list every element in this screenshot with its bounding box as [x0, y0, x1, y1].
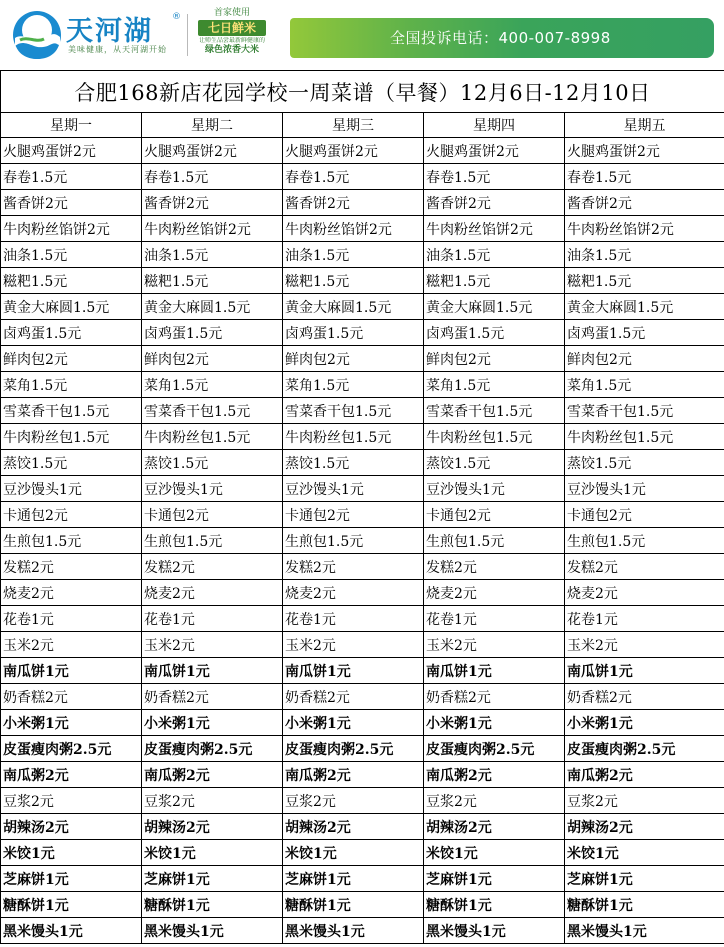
menu-item-cell: 糍粑1.5元 [283, 268, 424, 294]
table-row [1, 918, 724, 944]
table-row [1, 320, 724, 346]
rice-badge-sub: 让师生品尝最新鲜健康的 [198, 37, 265, 44]
menu-item-cell: 卡通包2元 [142, 502, 283, 528]
menu-item-cell: 米饺1元 [565, 840, 724, 866]
menu-item-cell: 生煎包1.5元 [142, 528, 283, 554]
menu-item-cell: 春卷1.5元 [142, 164, 283, 190]
menu-item-cell: 糍粑1.5元 [565, 268, 724, 294]
menu-item-cell: 烧麦2元 [565, 580, 724, 606]
menu-item-cell: 皮蛋瘦肉粥2.5元 [424, 736, 565, 762]
menu-item-cell: 南瓜粥2元 [283, 762, 424, 788]
table-row [1, 164, 724, 190]
menu-item-cell: 胡辣汤2元 [565, 814, 724, 840]
menu-item-cell: 豆沙馒头1元 [142, 476, 283, 502]
menu-item-cell: 生煎包1.5元 [565, 528, 724, 554]
weekday-header: 星期五 [565, 113, 724, 138]
table-row [1, 502, 724, 528]
menu-item-cell: 卤鸡蛋1.5元 [565, 320, 724, 346]
menu-item-cell: 豆沙馒头1元 [424, 476, 565, 502]
menu-item-cell: 米饺1元 [1, 840, 142, 866]
lake-logo-icon [12, 10, 62, 60]
menu-item-cell: 春卷1.5元 [1, 164, 142, 190]
brand-slogan: 美味健康，从天河湖开始 [68, 45, 167, 54]
weekday-header: 星期三 [283, 113, 424, 138]
menu-item-cell: 花卷1元 [565, 606, 724, 632]
menu-item-cell: 火腿鸡蛋饼2元 [424, 138, 565, 164]
menu-item-cell: 糖酥饼1元 [283, 892, 424, 918]
menu-item-cell: 烧麦2元 [283, 580, 424, 606]
menu-item-cell: 糍粑1.5元 [1, 268, 142, 294]
menu-item-cell: 牛肉粉丝包1.5元 [424, 424, 565, 450]
menu-item-cell: 南瓜粥2元 [142, 762, 283, 788]
menu-item-cell: 花卷1元 [1, 606, 142, 632]
table-row [1, 710, 724, 736]
menu-item-cell: 菜角1.5元 [283, 372, 424, 398]
table-row [1, 424, 724, 450]
menu-item-cell: 牛肉粉丝馅饼2元 [283, 216, 424, 242]
menu-item-cell: 发糕2元 [565, 554, 724, 580]
table-row [1, 476, 724, 502]
menu-item-cell: 鲜肉包2元 [283, 346, 424, 372]
menu-item-cell: 酱香饼2元 [283, 190, 424, 216]
menu-item-cell: 小米粥1元 [1, 710, 142, 736]
menu-item-cell: 豆浆2元 [565, 788, 724, 814]
menu-item-cell: 酱香饼2元 [565, 190, 724, 216]
menu-item-cell: 黄金大麻圆1.5元 [142, 294, 283, 320]
menu-item-cell: 火腿鸡蛋饼2元 [283, 138, 424, 164]
menu-item-cell: 花卷1元 [424, 606, 565, 632]
menu-item-cell: 奶香糕2元 [283, 684, 424, 710]
weekly-menu-table [0, 70, 724, 944]
menu-item-cell: 春卷1.5元 [424, 164, 565, 190]
menu-item-cell: 奶香糕2元 [424, 684, 565, 710]
title-row [1, 71, 724, 113]
menu-item-cell: 烧麦2元 [1, 580, 142, 606]
menu-item-cell: 春卷1.5元 [565, 164, 724, 190]
menu-item-cell: 奶香糕2元 [142, 684, 283, 710]
menu-item-cell: 菜角1.5元 [142, 372, 283, 398]
weekday-header: 星期一 [1, 113, 142, 138]
menu-item-cell: 花卷1元 [283, 606, 424, 632]
menu-item-cell: 黄金大麻圆1.5元 [565, 294, 724, 320]
weekday-header-row [1, 113, 724, 138]
menu-item-cell: 糍粑1.5元 [142, 268, 283, 294]
menu-item-cell: 糖酥饼1元 [1, 892, 142, 918]
menu-item-cell: 鲜肉包2元 [424, 346, 565, 372]
menu-title: 合肥168新店花园学校一周菜谱（早餐）12月6日-12月10日 [1, 71, 724, 113]
menu-item-cell: 油条1.5元 [424, 242, 565, 268]
menu-item-cell: 牛肉粉丝包1.5元 [565, 424, 724, 450]
table-row [1, 840, 724, 866]
menu-item-cell: 黑米馒头1元 [565, 918, 724, 944]
menu-item-cell: 卤鸡蛋1.5元 [283, 320, 424, 346]
menu-item-cell: 卡通包2元 [283, 502, 424, 528]
brand-name: 天河湖 [66, 16, 153, 47]
menu-item-cell: 黑米馒头1元 [424, 918, 565, 944]
menu-item-cell: 豆浆2元 [142, 788, 283, 814]
menu-item-cell: 米饺1元 [424, 840, 565, 866]
menu-item-cell: 蒸饺1.5元 [283, 450, 424, 476]
menu-item-cell: 雪菜香干包1.5元 [142, 398, 283, 424]
menu-item-cell: 芝麻饼1元 [565, 866, 724, 892]
menu-item-cell: 雪菜香干包1.5元 [283, 398, 424, 424]
menu-item-cell: 发糕2元 [424, 554, 565, 580]
table-row [1, 814, 724, 840]
menu-item-cell: 火腿鸡蛋饼2元 [142, 138, 283, 164]
menu-item-cell: 米饺1元 [283, 840, 424, 866]
rice-badge-main: 七日鲜米 [198, 20, 266, 36]
menu-item-cell: 烧麦2元 [424, 580, 565, 606]
menu-item-cell: 卡通包2元 [565, 502, 724, 528]
menu-item-cell: 蒸饺1.5元 [424, 450, 565, 476]
menu-item-cell: 雪菜香干包1.5元 [565, 398, 724, 424]
menu-item-cell: 芝麻饼1元 [283, 866, 424, 892]
menu-item-cell: 牛肉粉丝馅饼2元 [1, 216, 142, 242]
menu-item-cell: 胡辣汤2元 [142, 814, 283, 840]
table-row [1, 736, 724, 762]
table-row [1, 346, 724, 372]
table-row [1, 450, 724, 476]
menu-item-cell: 酱香饼2元 [424, 190, 565, 216]
menu-item-cell: 南瓜饼1元 [424, 658, 565, 684]
menu-item-cell: 雪菜香干包1.5元 [424, 398, 565, 424]
menu-item-cell: 奶香糕2元 [565, 684, 724, 710]
menu-item-cell: 芝麻饼1元 [1, 866, 142, 892]
menu-item-cell: 牛肉粉丝馅饼2元 [142, 216, 283, 242]
menu-item-cell: 生煎包1.5元 [1, 528, 142, 554]
menu-item-cell: 小米粥1元 [142, 710, 283, 736]
table-row [1, 580, 724, 606]
menu-item-cell: 胡辣汤2元 [1, 814, 142, 840]
menu-item-cell: 奶香糕2元 [1, 684, 142, 710]
complaint-hotline-bar [290, 18, 714, 58]
menu-item-cell: 豆沙馒头1元 [565, 476, 724, 502]
menu-item-cell: 蒸饺1.5元 [142, 450, 283, 476]
menu-item-cell: 卤鸡蛋1.5元 [424, 320, 565, 346]
menu-item-cell: 皮蛋瘦肉粥2.5元 [1, 736, 142, 762]
menu-item-cell: 糖酥饼1元 [424, 892, 565, 918]
menu-item-cell: 豆沙馒头1元 [1, 476, 142, 502]
menu-item-cell: 酱香饼2元 [142, 190, 283, 216]
menu-item-cell: 黑米馒头1元 [142, 918, 283, 944]
table-row [1, 866, 724, 892]
menu-item-cell: 牛肉粉丝包1.5元 [1, 424, 142, 450]
menu-item-cell: 玉米2元 [142, 632, 283, 658]
menu-item-cell: 油条1.5元 [565, 242, 724, 268]
menu-item-cell: 发糕2元 [142, 554, 283, 580]
table-row [1, 242, 724, 268]
menu-item-cell: 皮蛋瘦肉粥2.5元 [142, 736, 283, 762]
table-row [1, 138, 724, 164]
menu-item-cell: 南瓜粥2元 [424, 762, 565, 788]
menu-item-cell: 蒸饺1.5元 [565, 450, 724, 476]
menu-item-cell: 卡通包2元 [1, 502, 142, 528]
menu-item-cell: 油条1.5元 [142, 242, 283, 268]
table-row [1, 606, 724, 632]
table-row [1, 268, 724, 294]
menu-item-cell: 发糕2元 [1, 554, 142, 580]
menu-item-cell: 牛肉粉丝馅饼2元 [424, 216, 565, 242]
menu-item-cell: 南瓜粥2元 [565, 762, 724, 788]
table-row [1, 190, 724, 216]
menu-item-cell: 牛肉粉丝馅饼2元 [565, 216, 724, 242]
menu-item-cell: 牛肉粉丝包1.5元 [142, 424, 283, 450]
menu-item-cell: 火腿鸡蛋饼2元 [1, 138, 142, 164]
menu-item-cell: 黄金大麻圆1.5元 [283, 294, 424, 320]
menu-item-cell: 糖酥饼1元 [142, 892, 283, 918]
table-row [1, 372, 724, 398]
menu-item-cell: 卤鸡蛋1.5元 [1, 320, 142, 346]
menu-item-cell: 豆浆2元 [1, 788, 142, 814]
menu-item-cell: 糍粑1.5元 [424, 268, 565, 294]
menu-item-cell: 玉米2元 [1, 632, 142, 658]
menu-item-cell: 豆浆2元 [424, 788, 565, 814]
menu-item-cell: 南瓜饼1元 [565, 658, 724, 684]
menu-item-cell: 卡通包2元 [424, 502, 565, 528]
menu-item-cell: 雪菜香干包1.5元 [1, 398, 142, 424]
table-row [1, 216, 724, 242]
menu-item-cell: 皮蛋瘦肉粥2.5元 [283, 736, 424, 762]
menu-item-cell: 酱香饼2元 [1, 190, 142, 216]
menu-item-cell: 豆沙馒头1元 [283, 476, 424, 502]
registered-mark: ® [172, 12, 181, 22]
table-row [1, 684, 724, 710]
menu-item-cell: 火腿鸡蛋饼2元 [565, 138, 724, 164]
menu-item-cell: 玉米2元 [424, 632, 565, 658]
table-row [1, 528, 724, 554]
table-row [1, 762, 724, 788]
menu-item-cell: 菜角1.5元 [1, 372, 142, 398]
menu-item-cell: 豆浆2元 [283, 788, 424, 814]
menu-item-cell: 南瓜粥2元 [1, 762, 142, 788]
menu-items-body [1, 138, 724, 944]
table-row [1, 554, 724, 580]
rice-badge-top: 首家使用 [213, 8, 250, 18]
menu-item-cell: 菜角1.5元 [565, 372, 724, 398]
menu-item-cell: 芝麻饼1元 [142, 866, 283, 892]
rice-badge-bottom: 绿色浓香大米 [204, 45, 259, 55]
menu-item-cell: 玉米2元 [283, 632, 424, 658]
menu-item-cell: 胡辣汤2元 [283, 814, 424, 840]
menu-item-cell: 黄金大麻圆1.5元 [424, 294, 565, 320]
menu-item-cell: 生煎包1.5元 [283, 528, 424, 554]
menu-item-cell: 糖酥饼1元 [565, 892, 724, 918]
menu-item-cell: 皮蛋瘦肉粥2.5元 [565, 736, 724, 762]
menu-item-cell: 黑米馒头1元 [283, 918, 424, 944]
menu-item-cell: 南瓜饼1元 [1, 658, 142, 684]
table-row [1, 892, 724, 918]
menu-item-cell: 胡辣汤2元 [424, 814, 565, 840]
menu-item-cell: 烧麦2元 [142, 580, 283, 606]
menu-item-cell: 卤鸡蛋1.5元 [142, 320, 283, 346]
menu-item-cell: 花卷1元 [142, 606, 283, 632]
menu-item-cell: 米饺1元 [142, 840, 283, 866]
table-row [1, 398, 724, 424]
menu-item-cell: 油条1.5元 [1, 242, 142, 268]
menu-item-cell: 鲜肉包2元 [1, 346, 142, 372]
table-row [1, 788, 724, 814]
header-banner [0, 0, 724, 70]
complaint-hotline-text: 全国投诉电话：400-007-8998 [390, 29, 611, 47]
weekday-header: 星期二 [142, 113, 283, 138]
menu-item-cell: 鲜肉包2元 [565, 346, 724, 372]
menu-item-cell: 蒸饺1.5元 [1, 450, 142, 476]
menu-item-cell: 生煎包1.5元 [424, 528, 565, 554]
menu-item-cell: 春卷1.5元 [283, 164, 424, 190]
menu-item-cell: 油条1.5元 [283, 242, 424, 268]
table-row [1, 294, 724, 320]
weekday-header: 星期四 [424, 113, 565, 138]
menu-item-cell: 南瓜饼1元 [283, 658, 424, 684]
banner-divider [187, 14, 188, 56]
menu-item-cell: 牛肉粉丝包1.5元 [283, 424, 424, 450]
menu-item-cell: 鲜肉包2元 [142, 346, 283, 372]
table-row [1, 658, 724, 684]
menu-item-cell: 南瓜饼1元 [142, 658, 283, 684]
menu-item-cell: 发糕2元 [283, 554, 424, 580]
fresh-rice-badge [194, 8, 270, 62]
menu-item-cell: 小米粥1元 [424, 710, 565, 736]
menu-item-cell: 小米粥1元 [283, 710, 424, 736]
table-row [1, 632, 724, 658]
menu-item-cell: 玉米2元 [565, 632, 724, 658]
menu-item-cell: 芝麻饼1元 [424, 866, 565, 892]
menu-item-cell: 菜角1.5元 [424, 372, 565, 398]
menu-item-cell: 小米粥1元 [565, 710, 724, 736]
menu-item-cell: 黑米馒头1元 [1, 918, 142, 944]
menu-item-cell: 黄金大麻圆1.5元 [1, 294, 142, 320]
